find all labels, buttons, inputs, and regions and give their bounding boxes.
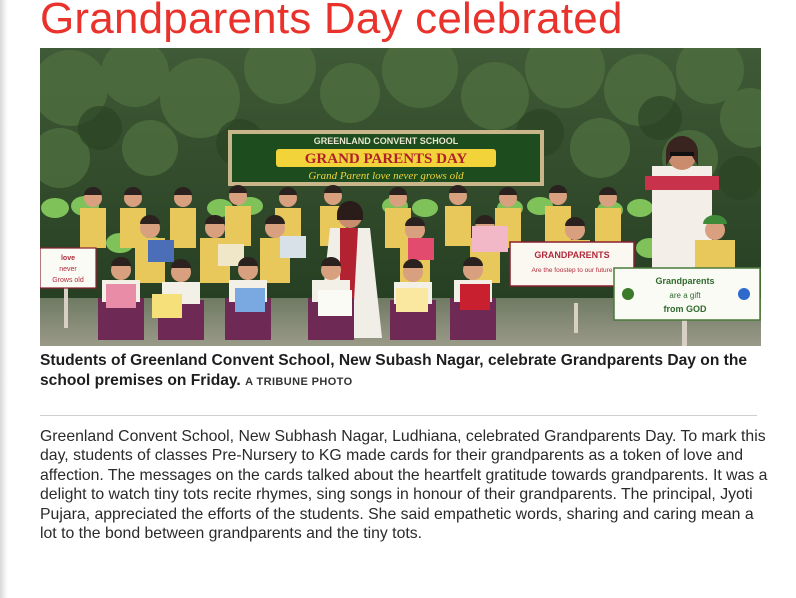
svg-text:GRANDPARENTS: GRANDPARENTS (534, 250, 610, 260)
svg-text:GREENLAND CONVENT SCHOOL: GREENLAND CONVENT SCHOOL (313, 136, 459, 146)
news-photo (40, 48, 761, 346)
svg-text:are a gift: are a gift (669, 291, 701, 300)
svg-text:Grandparents: Grandparents (655, 276, 715, 286)
svg-text:Grand Parent love never grows: Grand Parent love never grows old (308, 170, 464, 182)
svg-text:GRAND PARENTS DAY: GRAND PARENTS DAY (304, 151, 468, 167)
divider (40, 415, 757, 416)
photo-credit: A TRIBUNE PHOTO (245, 376, 353, 388)
svg-text:Are the foostep to our future: Are the foostep to our future (531, 267, 613, 274)
photo-caption (40, 351, 760, 392)
svg-text:from GOD: from GOD (663, 304, 707, 314)
svg-text:never: never (59, 266, 77, 273)
page-edge-shadow (0, 0, 8, 598)
headline: Grandparents Day celebrated (40, 0, 623, 43)
svg-text:love: love (60, 255, 76, 262)
article-body: Greenland Convent School, New Subhash Nagar, Ludhiana, celebrated Grandparents Day. To mark this day, students of classes Pre-Nursery to KG made cards for their grandparents as a token of love and affection. The messages on the cards talked about the heartfelt gratitude towards grandparents. It was a delight to watch tiny tots recite rhymes, sing songs in honour of their grandparents. The principal, Jyoti Pujara, appreciated the efforts of the students. She said empathetic words, sharing and caring mean a lot to the bond between grandparents and the tiny tots. (40, 428, 768, 543)
caption-text: Students of Greenland Convent School, New Subash Nagar, celebrate Grandparents Day on the school premises on Friday. (40, 352, 748, 389)
svg-text:Grows old: Grows old (52, 277, 84, 284)
banner (228, 130, 544, 186)
